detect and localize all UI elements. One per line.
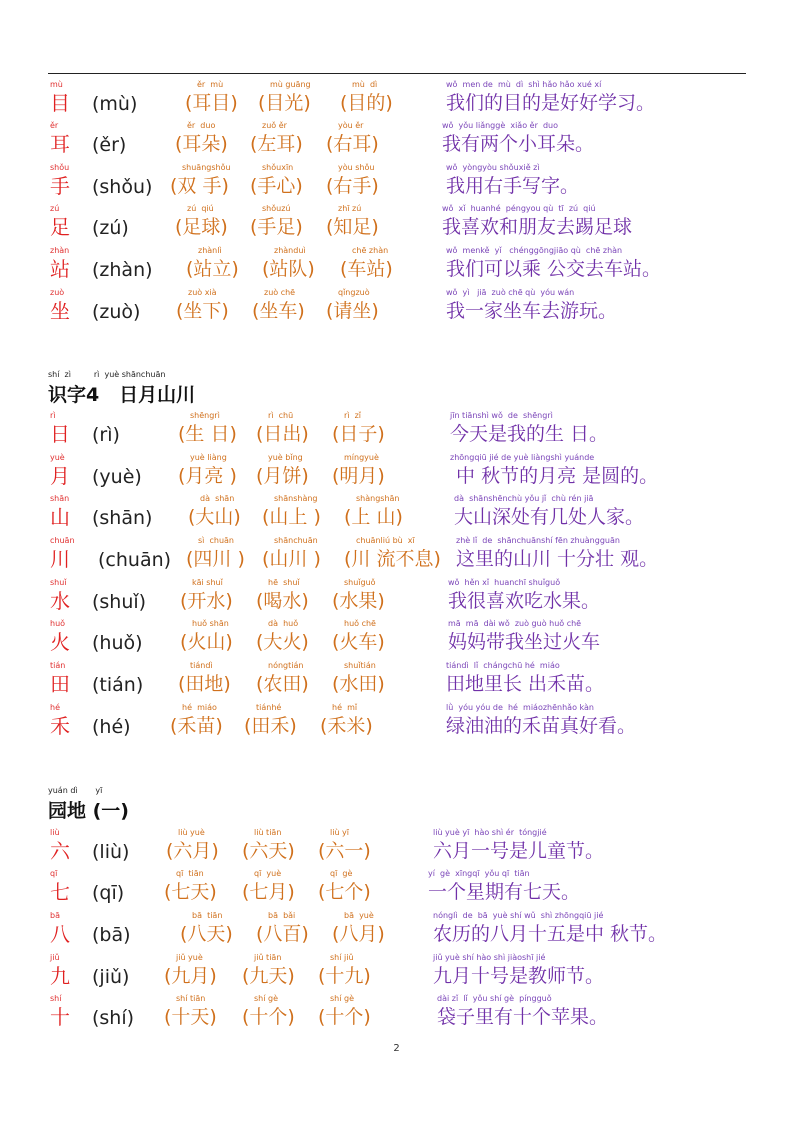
word-pinyin: chuānliú bù xī	[356, 536, 415, 545]
sentence-pinyin: wǒ yǒu liǎnggè xiǎo ěr duo	[442, 121, 558, 130]
word-example: (七月)	[242, 881, 295, 903]
character-romanization: (huǒ)	[92, 632, 143, 654]
example-sentence: 我喜欢和朋友去踢足球	[442, 216, 633, 238]
word-pinyin: shǒuxīn	[262, 163, 294, 172]
vocab-row	[0, 536, 793, 578]
word-example: (六天)	[242, 840, 295, 862]
word-pinyin: yuè liàng	[190, 453, 227, 462]
word-pinyin: qī tiān	[176, 869, 204, 878]
example-sentence: 农历的八月十五是中 秋节。	[433, 923, 668, 945]
vocab-row	[0, 121, 793, 163]
word-pinyin: rì chū	[268, 411, 294, 420]
word-example: (知足)	[326, 216, 379, 238]
character: 日	[50, 422, 70, 446]
example-sentence: 六月一号是儿童节。	[433, 840, 605, 862]
page-number: 2	[393, 1043, 400, 1054]
vocab-row	[0, 953, 793, 995]
character-romanization: (shuǐ)	[92, 591, 147, 613]
word-pinyin: bā yuè	[344, 911, 374, 920]
character-romanization: (ěr)	[92, 134, 127, 156]
sentence-pinyin: nónglì de bā yuè shí wǔ shì zhōngqiū jié	[433, 911, 604, 920]
word-example: (川 流不息)	[344, 548, 441, 570]
word-example: (双 手)	[170, 175, 229, 197]
vocab-row	[0, 661, 793, 703]
character: 水	[50, 589, 70, 613]
word-example: (山川 )	[262, 548, 321, 570]
word-example: (十九)	[318, 965, 371, 987]
vocab-row	[0, 828, 793, 870]
word-pinyin: huǒ chē	[344, 619, 376, 628]
word-example: (八百)	[256, 923, 309, 945]
word-pinyin: jiǔ tiān	[254, 953, 282, 962]
character-pinyin: bā	[50, 911, 60, 920]
word-example: (月饼)	[256, 465, 309, 487]
word-example: (坐车)	[252, 300, 305, 322]
sentence-pinyin: wǒ menkě yǐ chénggōngjiāo qù chē zhàn	[446, 246, 623, 255]
character-romanization: (rì)	[92, 424, 120, 446]
word-example: (生 日)	[178, 423, 237, 445]
word-example: (手心)	[250, 175, 303, 197]
character-romanization: (zhàn)	[92, 259, 153, 281]
word-pinyin: ěr mù	[197, 80, 224, 89]
word-example: (日子)	[332, 423, 385, 445]
word-pinyin: shuāngshǒu	[182, 163, 231, 172]
example-sentence: 大山深处有几处人家。	[454, 506, 645, 528]
sentence-pinyin: zhè lǐ de shānchuānshí fēn zhuàngguān	[456, 536, 620, 545]
example-sentence: 我们的目的是好好学习。	[446, 92, 656, 114]
word-example: (右耳)	[326, 133, 379, 155]
character-romanization: (shí)	[92, 1007, 135, 1029]
word-example: (八月)	[332, 923, 385, 945]
word-pinyin: shàngshān	[356, 494, 400, 503]
word-pinyin: liù yī	[330, 828, 350, 837]
sentence-pinyin: tiándì lǐ chángchū hé miáo	[446, 661, 560, 670]
vocab-row	[0, 246, 793, 288]
character: 川	[50, 547, 70, 571]
sentence-pinyin: dà shānshēnchù yǒu jǐ chù rén jiā	[454, 494, 594, 503]
word-pinyin: qǐngzuò	[338, 288, 370, 297]
example-sentence: 绿油油的禾苗真好看。	[446, 715, 637, 737]
word-example: (火山)	[180, 631, 233, 653]
word-pinyin: zhànlì	[198, 246, 222, 255]
section-title-pinyin: yuán dì yī	[48, 786, 103, 795]
vocab-row	[0, 869, 793, 911]
character-pinyin: shí	[50, 994, 62, 1003]
word-example: (车站)	[340, 258, 393, 280]
word-pinyin: yuè bǐng	[268, 453, 303, 462]
character-romanization: (shān)	[92, 507, 153, 529]
example-sentence: 九月十号是教师节。	[433, 965, 605, 987]
word-pinyin: shǒuzú	[262, 204, 291, 213]
word-example: (十个)	[318, 1006, 371, 1028]
vocab-row	[0, 411, 793, 453]
word-pinyin: dà shān	[200, 494, 235, 503]
vocab-row	[0, 578, 793, 620]
word-example: (站立)	[186, 258, 239, 280]
word-pinyin: huǒ shān	[192, 619, 229, 628]
word-pinyin: chē zhàn	[352, 246, 389, 255]
word-pinyin: hē shuǐ	[268, 578, 300, 587]
character-romanization: (qī)	[92, 882, 125, 904]
section-title-text: 园地 (一)	[48, 800, 129, 822]
word-pinyin: shí gè	[330, 994, 355, 1003]
word-pinyin: yòu shǒu	[338, 163, 375, 172]
character-romanization: (hé)	[92, 716, 131, 738]
word-pinyin: míngyuè	[344, 453, 379, 462]
example-sentence: 我们可以乘 公交去车站。	[446, 258, 662, 280]
word-example: (日出)	[256, 423, 309, 445]
word-pinyin: shānchuān	[274, 536, 318, 545]
vocab-row	[0, 204, 793, 246]
character-pinyin: shān	[50, 494, 70, 503]
vocab-row	[0, 703, 793, 745]
word-pinyin: shí jiǔ	[330, 953, 354, 962]
word-example: (山上 )	[262, 506, 321, 528]
sentence-pinyin: mā mā dài wǒ zuò guò huǒ chē	[448, 619, 582, 628]
word-pinyin: bā tiān	[192, 911, 223, 920]
vocab-row	[0, 494, 793, 536]
word-example: (六月)	[166, 840, 219, 862]
vocab-row	[0, 911, 793, 953]
word-pinyin: kāi shuǐ	[192, 578, 223, 587]
word-pinyin: tiánhé	[256, 703, 282, 712]
word-example: (农田)	[256, 673, 309, 695]
word-example: (十个)	[242, 1006, 295, 1028]
character: 田	[50, 672, 70, 696]
character-pinyin: tián	[50, 661, 66, 670]
word-pinyin: ěr duo	[187, 121, 216, 130]
example-sentence: 这里的山川 十分壮 观。	[456, 548, 659, 570]
character: 火	[50, 630, 70, 654]
sentence-pinyin: wǒ hěn xǐ huanchī shuǐguǒ	[448, 578, 561, 587]
character: 十	[50, 1005, 70, 1029]
word-example: (站队)	[262, 258, 315, 280]
character: 月	[50, 464, 70, 488]
character: 目	[50, 91, 70, 115]
sentence-pinyin: wǒ men de mù dì shì hǎo hǎo xué xí	[446, 80, 602, 89]
sentence-pinyin: jiǔ yuè shí hào shì jiàoshī jié	[433, 953, 546, 962]
sentence-pinyin: wǒ xǐ huanhé péngyou qù tī zú qiú	[442, 204, 596, 213]
word-pinyin: mù dì	[352, 80, 378, 89]
word-example: (请坐)	[326, 300, 379, 322]
character: 山	[50, 505, 70, 529]
example-sentence: 我一家坐车去游玩。	[446, 300, 618, 322]
example-sentence: 妈妈带我坐过火车	[448, 631, 601, 653]
character-pinyin: shǒu	[50, 163, 70, 172]
sentence-pinyin: wǒ yòngyòu shǒuxiě zì	[446, 163, 540, 172]
word-pinyin: zuò chē	[264, 288, 296, 297]
word-pinyin: mù guāng	[270, 80, 311, 89]
word-example: (明月)	[332, 465, 385, 487]
word-example: (月亮 )	[178, 465, 237, 487]
vocab-row	[0, 453, 793, 495]
example-sentence: 我有两个小耳朵。	[442, 133, 595, 155]
character-romanization: (bā)	[92, 924, 131, 946]
word-pinyin: rì zǐ	[344, 411, 362, 420]
character: 禾	[50, 714, 70, 738]
word-pinyin: sì chuān	[198, 536, 234, 545]
word-pinyin: nóngtián	[268, 661, 304, 670]
character-pinyin: ěr	[50, 121, 59, 130]
character-pinyin: hé	[50, 703, 60, 712]
word-pinyin: zhànduì	[274, 246, 306, 255]
word-pinyin: bā bǎi	[268, 911, 296, 920]
sentence-pinyin: liù yuè yī hào shì ér tóngjié	[433, 828, 547, 837]
vocab-row	[0, 163, 793, 205]
character-pinyin: qī	[50, 869, 58, 878]
word-pinyin: dà huǒ	[268, 619, 299, 628]
character-romanization: (tián)	[92, 674, 144, 696]
word-example: (右手)	[326, 175, 379, 197]
word-example: (开水)	[180, 590, 233, 612]
word-example: (四川 )	[186, 548, 245, 570]
word-example: (目光)	[258, 92, 311, 114]
sentence-pinyin: wǒ yì jiā zuò chē qù yóu wán	[446, 288, 575, 297]
vocab-row	[0, 994, 793, 1036]
word-example: (耳朵)	[175, 133, 228, 155]
character: 手	[50, 174, 70, 198]
word-example: (大山)	[188, 506, 241, 528]
character-romanization: (mù)	[92, 93, 138, 115]
word-pinyin: zuò xià	[188, 288, 217, 297]
word-example: (上 山)	[344, 506, 403, 528]
character-pinyin: liù	[50, 828, 60, 837]
word-example: (九月)	[164, 965, 217, 987]
word-example: (水田)	[332, 673, 385, 695]
word-example: (田地)	[178, 673, 231, 695]
word-pinyin: shuǐguǒ	[344, 578, 376, 587]
word-example: (喝水)	[256, 590, 309, 612]
character-pinyin: zhàn	[50, 246, 70, 255]
word-pinyin: shānshàng	[274, 494, 318, 503]
sentence-pinyin: jīn tiānshì wǒ de shēngrì	[450, 411, 553, 420]
word-example: (七天)	[164, 881, 217, 903]
word-example: (足球)	[175, 216, 228, 238]
word-example: (禾米)	[320, 715, 373, 737]
word-pinyin: shí tiān	[176, 994, 206, 1003]
word-example: (左耳)	[250, 133, 303, 155]
word-example: (大火)	[256, 631, 309, 653]
character: 坐	[50, 299, 70, 323]
sentence-pinyin: zhōngqiū jié de yuè liàngshì yuánde	[450, 453, 595, 462]
word-pinyin: hé mǐ	[332, 703, 358, 712]
character-pinyin: mù	[50, 80, 63, 89]
section-title-text: 识字4 日月山川	[48, 384, 196, 406]
character-romanization: (zú)	[92, 217, 129, 239]
word-pinyin: liù yuè	[178, 828, 205, 837]
sentence-pinyin: dài zǐ lǐ yǒu shí gè píngguǒ	[437, 994, 552, 1003]
vocab-row	[0, 288, 793, 330]
word-pinyin: shí gè	[254, 994, 279, 1003]
word-pinyin: zuǒ ěr	[262, 121, 287, 130]
word-example: (田禾)	[244, 715, 297, 737]
character: 耳	[50, 132, 70, 156]
word-example: (火车)	[332, 631, 385, 653]
character-pinyin: huǒ	[50, 619, 66, 628]
character: 站	[50, 257, 70, 281]
example-sentence: 袋子里有十个苹果。	[437, 1006, 609, 1028]
example-sentence: 田地里长 出禾苗。	[446, 673, 605, 695]
word-pinyin: jiǔ yuè	[176, 953, 203, 962]
character: 八	[50, 922, 70, 946]
character-romanization: (shǒu)	[92, 176, 153, 198]
word-example: (水果)	[332, 590, 385, 612]
character-romanization: (liù)	[92, 841, 130, 863]
example-sentence: 中 秋节的月亮 是圆的。	[450, 465, 659, 487]
word-example: (目的)	[340, 92, 393, 114]
vocab-row	[0, 80, 793, 122]
section-title-pinyin: shí zì rì yuè shānchuān	[48, 370, 166, 379]
word-pinyin: yòu ěr	[338, 121, 364, 130]
character-pinyin: rì	[50, 411, 56, 420]
word-pinyin: zhī zú	[338, 204, 362, 213]
character-romanization: (chuān)	[98, 549, 172, 571]
word-pinyin: hé miáo	[182, 703, 217, 712]
character-romanization: (yuè)	[92, 466, 142, 488]
word-pinyin: zú qiú	[187, 204, 214, 213]
character: 九	[50, 964, 70, 988]
character-pinyin: jiǔ	[50, 953, 60, 962]
word-example: (手足)	[250, 216, 303, 238]
word-example: (耳目)	[185, 92, 238, 114]
word-example: (六一)	[318, 840, 371, 862]
example-sentence: 我用右手写字。	[446, 175, 580, 197]
example-sentence: 我很喜欢吃水果。	[448, 590, 601, 612]
top-rule-divider	[48, 73, 746, 74]
sentence-pinyin: yí gè xīngqī yǒu qī tiān	[428, 869, 530, 878]
word-example: (九天)	[242, 965, 295, 987]
word-example: (禾苗)	[170, 715, 223, 737]
vocab-row	[0, 619, 793, 661]
character: 七	[50, 880, 70, 904]
word-example: (坐下)	[176, 300, 229, 322]
character-pinyin: chuān	[50, 536, 75, 545]
example-sentence: 一个星期有七天。	[428, 881, 581, 903]
word-pinyin: shēngrì	[190, 411, 220, 420]
example-sentence: 今天是我的生 日。	[450, 423, 609, 445]
word-example: (八天)	[180, 923, 233, 945]
character-romanization: (zuò)	[92, 301, 141, 323]
word-pinyin: tiándì	[190, 661, 213, 670]
character: 足	[50, 215, 70, 239]
word-pinyin: liù tiān	[254, 828, 282, 837]
sentence-pinyin: lǜ yóu yóu de hé miáozhēnhǎo kàn	[446, 703, 594, 712]
word-pinyin: qī yuè	[254, 869, 282, 878]
character-pinyin: zú	[50, 204, 60, 213]
word-pinyin: shuǐtián	[344, 661, 376, 670]
word-pinyin: qī gè	[330, 869, 353, 878]
character-romanization: (jiǔ)	[92, 966, 130, 988]
word-example: (七个)	[318, 881, 371, 903]
character: 六	[50, 839, 70, 863]
character-pinyin: shuǐ	[50, 578, 67, 587]
word-example: (十天)	[164, 1006, 217, 1028]
character-pinyin: zuò	[50, 288, 65, 297]
character-pinyin: yuè	[50, 453, 65, 462]
